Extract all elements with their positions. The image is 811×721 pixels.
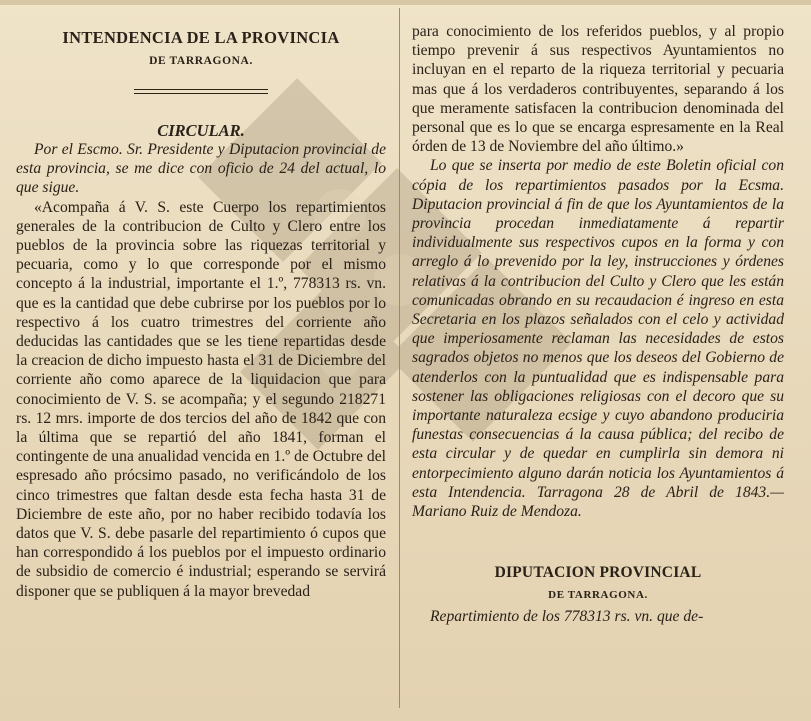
circular-continuation: para conocimiento de los referidos pueblos, y al propio tiempo prevenir á sus respectivos Ayuntamientos no incluyan en el reparto de la riqueza territorial y pecuaria mas que á los verdaderos contribuyentes, separando á los que meramente satisfacen la contribucion denominada del personal que es lo que se encarga espresamente en la Real órden de 13 de Noviembre del año último.» bbox=[412, 23, 784, 156]
boletin-instruction: Lo que se inserta por medio de este Boletin oficial con cópia de los repartimientos pasados por la Ecsma. Diputacion provincial á fin de que los Ayuntamientos de la provincia procedan inmediatamente á repartir individualmente sus respectivos cupos en la forma y con arreglo á lo prevenido por la ley, instrucciones y órdenes relativas á la contribucion del Culto y Clero que les están comunicadas obrando en su recaudacion é ingreso en esta Secretaria en los plazos señalados con el celo y actividad que imperiosamente reclaman las necesidades de estos sagrados objetos no menos que los deseos del Gobierno de atenderlos con la puntualidad que es indispensable para sostener las obligaciones religiosas con el decoro que su importante naturaleza ecsige y cuyo abandono produciria funestas consecuencias á la causa pública; del recibo de esta circular y de quedar en cumplirla sin demora ni entorpecimiento alguno darán noticia los Ayuntamientos á esta Intendencia. Tarragona 28 de Abril de 1843.— Mariano Ruiz de Mendoza. bbox=[412, 157, 784, 521]
intendencia-header: INTENDENCIA DE LA PROVINCIA bbox=[62, 28, 340, 47]
intendencia-subheader: DE TARRAGONA. bbox=[149, 55, 253, 67]
repartimiento-start: Repartimiento de los 778313 rs. vn. que de- bbox=[430, 608, 704, 626]
circular-body: «Acompaña á V. S. este Cuerpo los repartimientos generales de la contribucion de Culto y Clero entre los pueblos de la provincia sobre las riquezas territorial y pecuaria, como y lo que corresponde por el mismo concepto á la industrial, importante el 1.º, 778313 rs. vn. que es la cantidad que debe cubrirse por los pueblos por lo respectivo á los cuatro trimestres del corriente año deducidas las cantidades que se les tiene repartidas desde la creacion de dicho impuesto hasta el 31 de Diciembre del corriente año como aparece de la liquidacion que para conocimiento de V. S. se acompaña; y el segundo 218271 rs. 12 mrs. importe de dos tercios del año de 1842 que con la última que se repartió del año 1841, forman el contingente de una anualidad vencida en 1.º de Octubre del espresado año prócsimo pasado, no verificándolo de los cinco trimestres que faltan desde esta fecha hasta 31 de Diciembre de este año, por no haber recibido todavía los datos que V. S. debe pasarle del repartimiento ó cupos que han correspondido á los pueblos por el impuesto ordinario de subsidio de comercio é industrial; esperando se servirá disponer que se publiquen á la mayor brevedad bbox=[16, 198, 386, 600]
column-divider bbox=[399, 8, 400, 708]
right-column bbox=[412, 0, 784, 721]
left-column bbox=[16, 0, 386, 721]
circular-title: CIRCULAR. bbox=[157, 121, 245, 140]
circular-intro: Por el Escmo. Sr. Presidente y Diputacion provincial de esta provincia, se me dice con oficio de 24 del actual, lo que sigue. bbox=[16, 141, 386, 197]
header-rule bbox=[134, 89, 268, 94]
diputacion-header: DIPUTACION PROVINCIAL bbox=[494, 564, 702, 582]
diputacion-subheader: DE TARRAGONA. bbox=[548, 589, 648, 602]
